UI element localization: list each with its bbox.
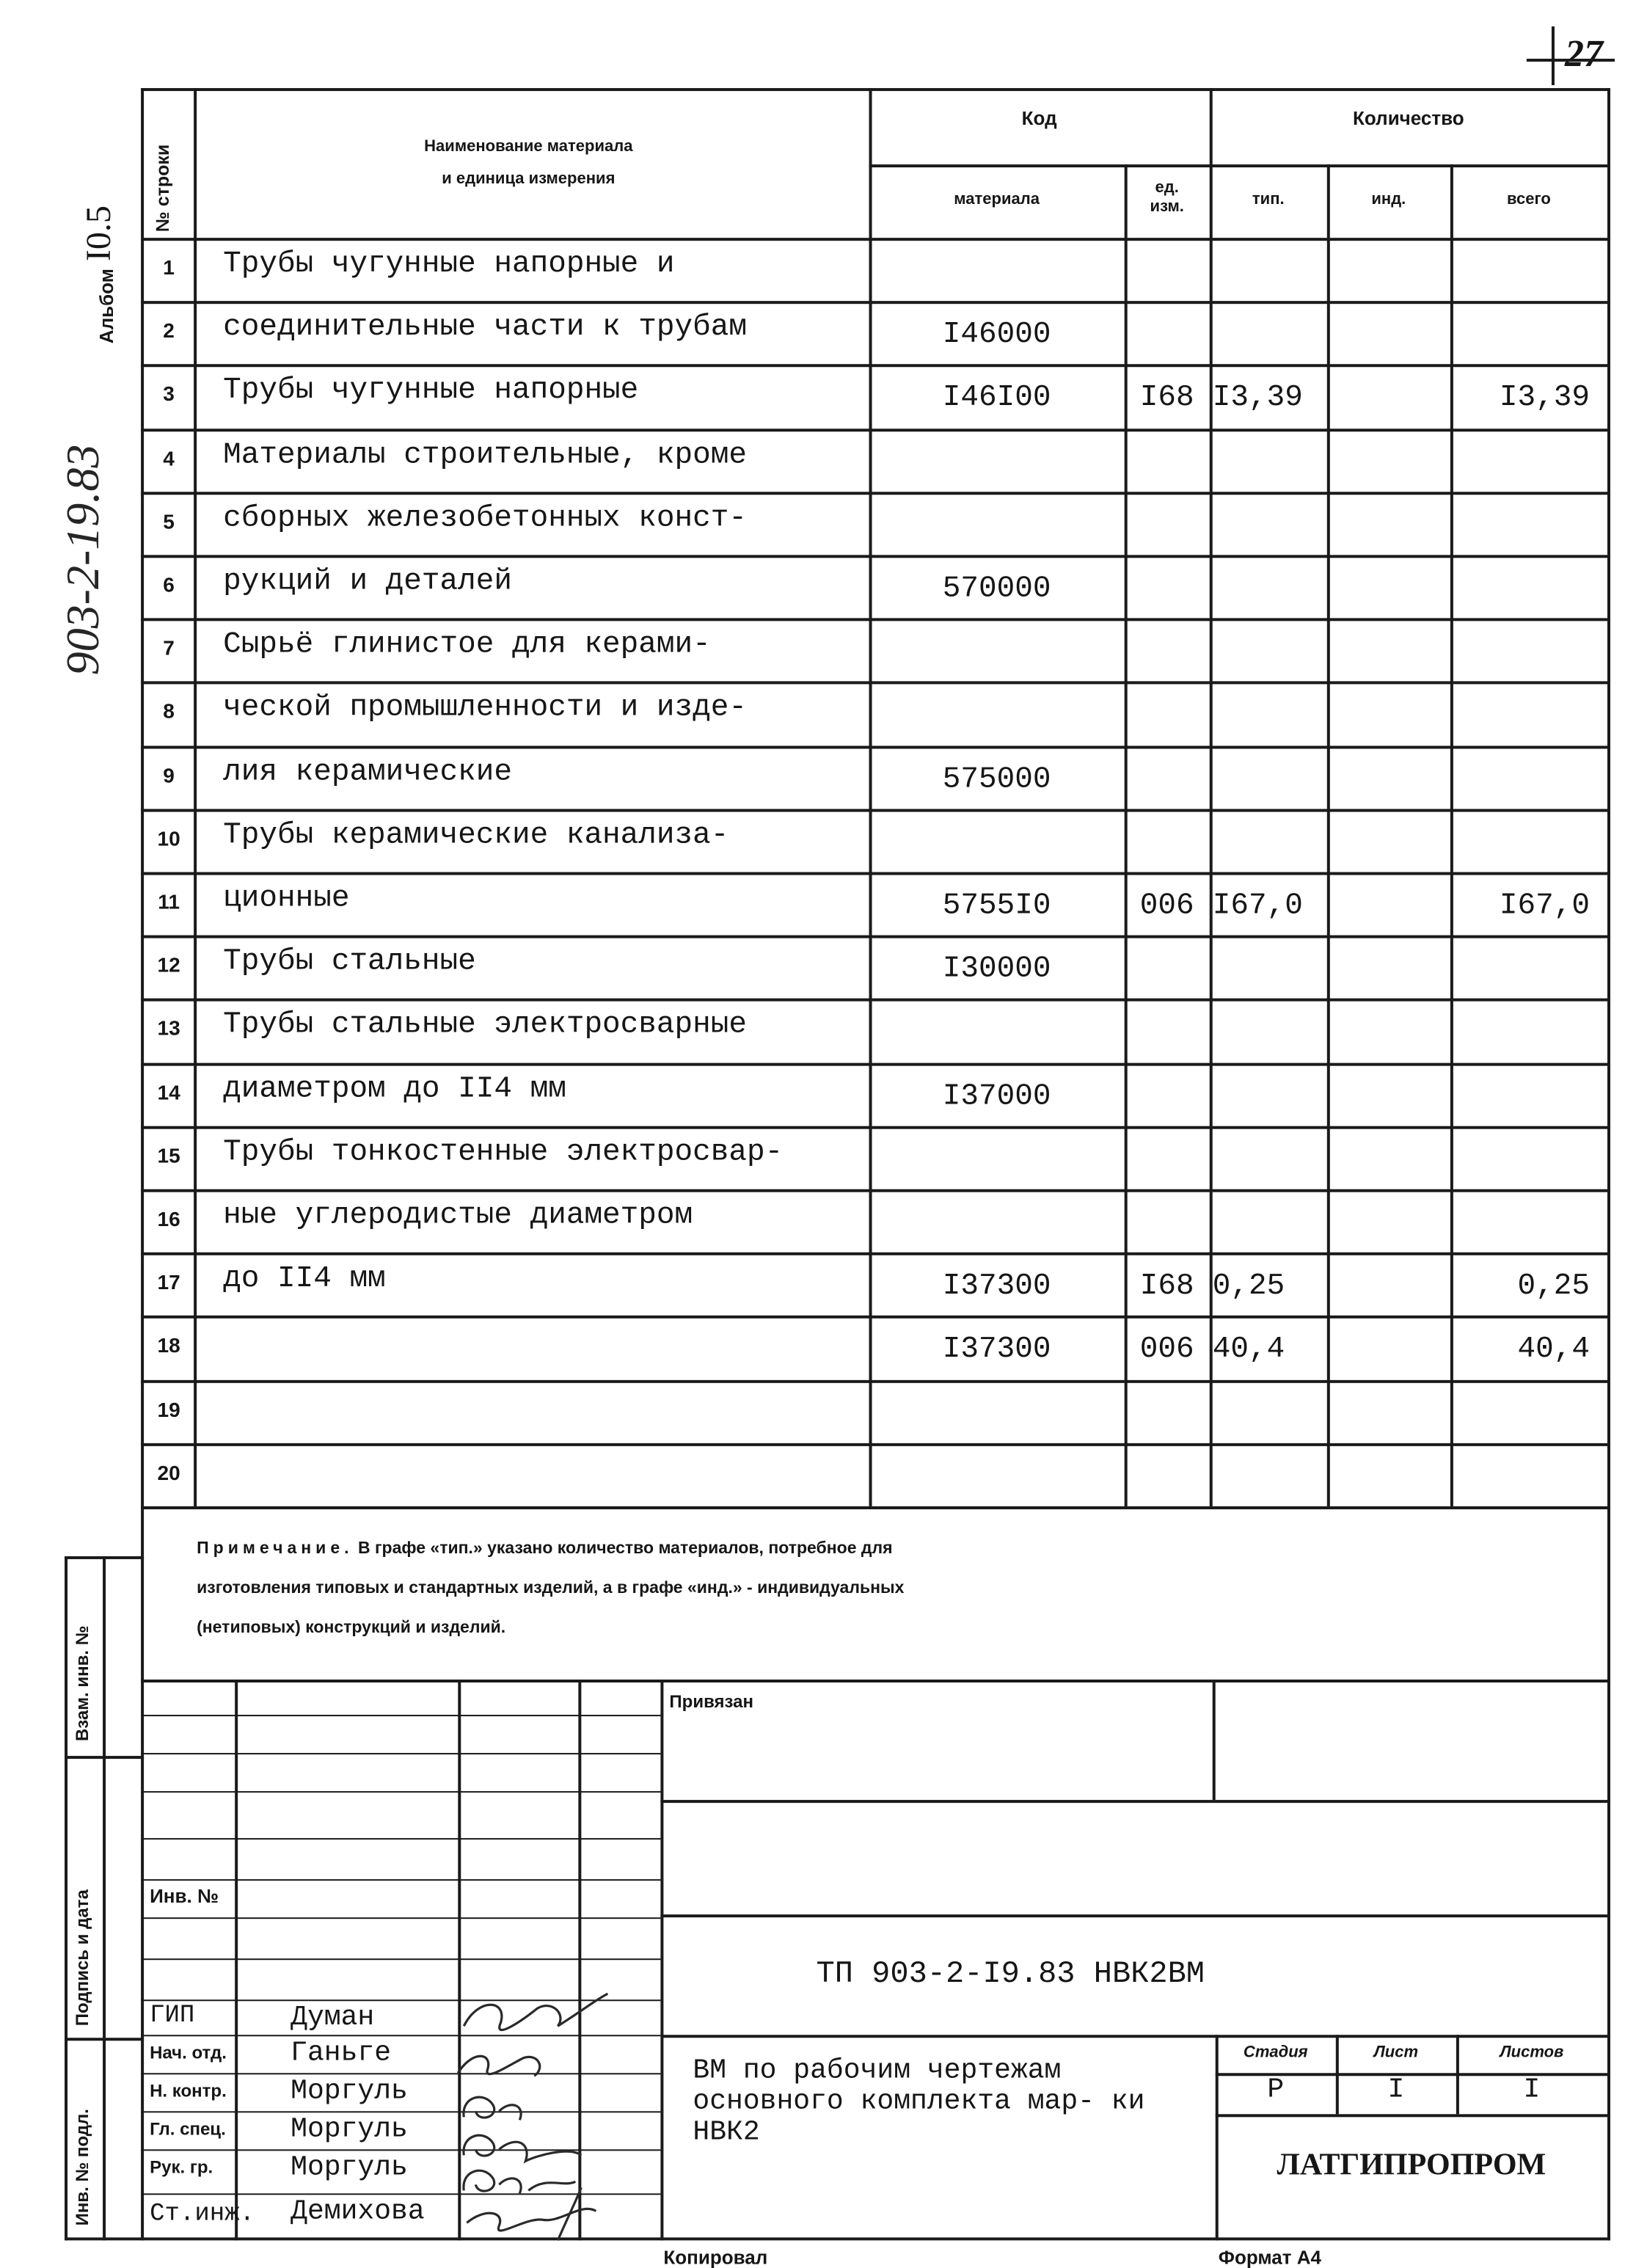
role-label: Ст.инж.	[150, 2200, 255, 2229]
role-name: Ганьге	[291, 2036, 392, 2069]
note-line2: изготовления типовых и стандартных изделий, а в графе «инд.» - индивидуальных	[197, 1579, 905, 1597]
cell-code: 5755I0	[942, 889, 1051, 924]
album-number: I0.5	[81, 205, 120, 262]
cell-name: Трубы тонкостенные электросвар-	[223, 1136, 784, 1170]
cell-typ: I3,39	[1212, 382, 1303, 417]
note-line3: (нетиповых) конструкций и изделий.	[197, 1619, 506, 1638]
role-label: ГИП	[150, 2002, 195, 2031]
row-number: 5	[163, 508, 175, 533]
cell-total: 40,4	[1517, 1333, 1590, 1368]
cell-name: Сырьё глинистое для керами-	[223, 628, 711, 663]
role-name: Моргуль	[291, 2074, 408, 2107]
cell-typ: 0,25	[1212, 1270, 1285, 1305]
row-number: 6	[163, 572, 175, 597]
row-number: 15	[157, 1143, 180, 1167]
cell-code: 570000	[942, 572, 1051, 607]
role-name: Демихова	[291, 2195, 425, 2228]
cell-name: Трубы чугунные напорные и	[223, 248, 675, 282]
cell-unit: I68	[1139, 382, 1194, 417]
cell-name: Трубы керамические канализа-	[223, 819, 729, 853]
cell-code: 575000	[942, 762, 1051, 797]
stage-value: Р	[1267, 2073, 1285, 2106]
row-number: 4	[163, 445, 175, 470]
cell-name: Трубы стальные электросварные	[223, 1009, 747, 1043]
cell-name: ческой промышленности и изде-	[223, 692, 747, 726]
row-number: 20	[157, 1460, 180, 1484]
row-number: 13	[157, 1016, 180, 1040]
sheet-label: Лист	[1373, 2043, 1419, 2062]
title-description: ВМ по рабочим чертежам основного комплекта мар- ки НВК2	[693, 2054, 1145, 2148]
cell-code: I30000	[942, 952, 1051, 987]
cell-name: Материалы строительные, кроме	[223, 438, 747, 473]
header-qty-typ: тип.	[1252, 191, 1285, 209]
row-number: 12	[157, 952, 180, 977]
cell-name: Трубы чугунные напорные	[223, 375, 639, 409]
row-number: 7	[163, 635, 175, 660]
cell-name: Трубы стальные	[223, 945, 476, 980]
row-number: 11	[158, 889, 180, 914]
header-code-unit: ед. изм.	[1150, 179, 1184, 216]
header-name-line1: Наименование материала	[424, 138, 633, 156]
cell-name: рукций и деталей	[223, 565, 513, 599]
row-number: 19	[157, 1397, 180, 1421]
row-number: 8	[163, 699, 175, 723]
role-label: Рук. гр.	[150, 2156, 213, 2178]
role-name: Думан	[291, 2001, 375, 2034]
cell-unit: 006	[1139, 889, 1194, 924]
cell-name: ционные	[223, 882, 350, 916]
cell-name: соединительные части к трубам	[223, 311, 747, 346]
cell-total: I3,39	[1499, 382, 1590, 417]
note-line1: В графе «тип.» указано количество материалов, потребное для	[357, 1539, 893, 1558]
header-code-material: материала	[954, 191, 1040, 209]
cell-total: I67,0	[1499, 889, 1590, 924]
header-qty-total: всего	[1507, 191, 1551, 209]
privyazan-label: Привязан	[669, 1691, 754, 1713]
page-number: 27	[1564, 32, 1603, 76]
cell-total: 0,25	[1517, 1270, 1590, 1305]
cell-code: I37000	[942, 1079, 1051, 1114]
row-number: 16	[157, 1206, 180, 1230]
row-number: 3	[163, 382, 175, 406]
footer-copied: Копировал	[663, 2246, 768, 2268]
role-label: Нач. отд.	[150, 2042, 227, 2063]
cell-typ: I67,0	[1212, 889, 1303, 924]
row-number: 2	[163, 318, 175, 343]
row-number: 1	[163, 255, 175, 280]
cell-name: лия керамические	[223, 755, 513, 790]
header-name-line2: и единица измерения	[442, 170, 616, 189]
organization: ЛАТГИПРОПРОМ	[1277, 2146, 1546, 2182]
header-quantity: Количество	[1353, 107, 1464, 130]
sheets-value: I	[1523, 2073, 1541, 2106]
album-label: Альбом	[95, 269, 118, 344]
side-doc-code: 903-2-19.83	[56, 444, 109, 676]
header-row-no: № строки	[153, 144, 174, 233]
row-number: 9	[163, 762, 175, 787]
handwritten-signatures	[434, 1982, 654, 2255]
row-number: 14	[157, 1079, 180, 1104]
role-name: Моргуль	[291, 2112, 408, 2145]
row-number: 18	[157, 1333, 180, 1357]
title-doc-code: ТП 903-2-I9.83 НВК2ВМ	[816, 1958, 1205, 1993]
cell-name: сборных железобетонных конст-	[223, 501, 747, 536]
margin-vzam: Взам. инв. №	[72, 1625, 93, 1742]
sheets-label: Листов	[1500, 2043, 1564, 2062]
note	[197, 1530, 1401, 1649]
margin-podpis: Подпись и дата	[72, 1889, 93, 2027]
cell-unit: 006	[1139, 1333, 1194, 1368]
inv-no-label: Инв. №	[150, 1885, 219, 1908]
cell-code: I37300	[942, 1270, 1051, 1305]
cell-name: до II4 мм	[223, 1263, 386, 1297]
header-qty-ind: инд.	[1371, 191, 1406, 209]
cell-name: диаметром до II4 мм	[223, 1072, 566, 1106]
footer-format: Формат А4	[1218, 2246, 1321, 2268]
role-label: Гл. спец.	[150, 2118, 226, 2140]
header-code: Код	[1021, 107, 1057, 130]
role-name: Моргуль	[291, 2151, 408, 2184]
cell-typ: 40,4	[1212, 1333, 1285, 1368]
sheet-value: I	[1387, 2073, 1405, 2106]
stage-label: Стадия	[1243, 2043, 1308, 2062]
cell-code: I46I00	[942, 382, 1051, 417]
note-label: Примечание.	[197, 1539, 354, 1558]
role-label: Н. контр.	[150, 2080, 227, 2101]
row-number: 10	[157, 826, 180, 850]
margin-inv-podl: Инв. № подл.	[72, 2109, 93, 2226]
cell-code: I37300	[942, 1333, 1051, 1368]
cell-code: I46000	[942, 318, 1051, 353]
cell-name: ные углеродистые диаметром	[223, 1199, 693, 1233]
cell-unit: I68	[1139, 1270, 1194, 1305]
row-number: 17	[157, 1270, 180, 1294]
